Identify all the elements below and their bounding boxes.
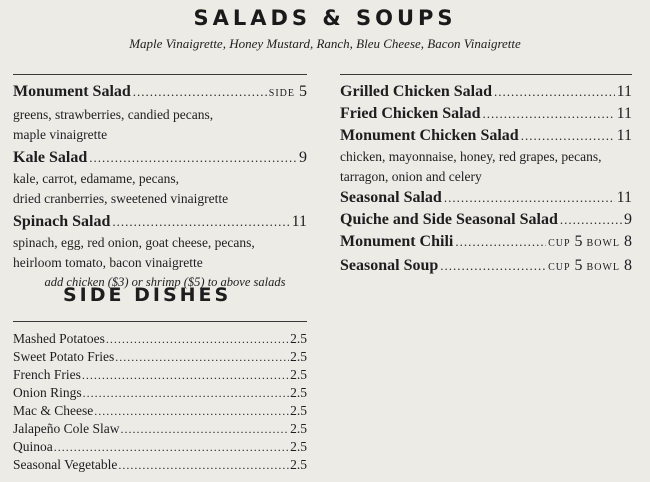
dot-leader — [440, 255, 546, 277]
dot-leader — [133, 81, 267, 103]
item-price: 11 — [291, 213, 307, 230]
side-item — [13, 402, 307, 420]
item-name: Onion Rings — [13, 385, 82, 400]
item-name: Jalapeño Cole Slaw — [13, 421, 120, 436]
menu-item-monument-chili — [340, 231, 632, 255]
item-description: maple vinaigrette — [13, 127, 108, 142]
item-name: Monument Chicken Salad — [340, 127, 519, 144]
item-description: dried cranberries, sweetened vinaigrette — [13, 191, 229, 206]
salads-right-column — [340, 81, 632, 279]
portion-label: CUP — [548, 262, 571, 273]
item-price: 2.5 — [290, 403, 307, 418]
item-name: Seasonal Soup — [340, 257, 439, 274]
dot-leader — [106, 330, 289, 348]
item-price: 11 — [616, 105, 632, 122]
dot-leader — [455, 231, 546, 253]
dot-leader — [118, 456, 289, 474]
item-price: 2.5 — [290, 457, 307, 472]
portion-label: BOWL — [586, 238, 620, 249]
dot-leader — [115, 348, 289, 366]
menu-item-monument-chicken-salad — [340, 125, 632, 187]
dot-leader — [112, 211, 289, 233]
section-title-salads-soups: SALADS & SOUPS — [193, 6, 457, 30]
item-price: 2.5 — [290, 421, 307, 436]
dot-leader — [560, 209, 622, 231]
menu-item-monument-salad — [13, 81, 307, 145]
item-name: Monument Chili — [340, 233, 454, 250]
menu-item-spinach-salad — [13, 211, 307, 273]
salads-left-column — [13, 81, 307, 291]
side-dishes-list — [13, 330, 307, 474]
item-name: Grilled Chicken Salad — [340, 83, 493, 100]
item-price: 8 — [624, 233, 632, 250]
item-name: Quiche and Side Seasonal Salad — [340, 211, 558, 228]
item-name: French Fries — [13, 367, 81, 382]
addon-note: add chicken ($3) or shrimp ($5) to above salads — [44, 275, 286, 289]
dot-leader — [83, 384, 289, 402]
item-name: Mashed Potatoes — [13, 331, 105, 346]
item-name: Fried Chicken Salad — [340, 105, 481, 122]
item-description: tarragon, onion and celery — [340, 169, 482, 184]
item-name: Spinach Salad — [13, 213, 111, 230]
side-item — [13, 366, 307, 384]
item-price: 2.5 — [290, 385, 307, 400]
menu-item-quiche-and-side-salad — [340, 209, 632, 231]
item-price: 8 — [624, 257, 632, 274]
item-price: 11 — [616, 127, 632, 144]
item-price: 2.5 — [290, 439, 307, 454]
dot-leader — [120, 420, 289, 438]
item-price: 9 — [624, 211, 632, 228]
item-name: Quinoa — [13, 439, 53, 454]
menu-item-fried-chicken-salad — [340, 103, 632, 125]
item-name: Kale Salad — [13, 149, 88, 166]
side-item — [13, 348, 307, 366]
item-price: 11 — [616, 189, 632, 206]
item-price: 5 — [299, 83, 307, 100]
item-price: 2.5 — [290, 367, 307, 382]
dot-leader — [82, 366, 289, 384]
item-description: chicken, mayonnaise, honey, red grapes, pecans, — [340, 149, 602, 164]
item-name: Seasonal Salad — [340, 189, 442, 206]
dot-leader — [482, 103, 614, 125]
side-item — [13, 438, 307, 456]
menu-item-seasonal-salad — [340, 187, 632, 209]
menu-item-kale-salad — [13, 147, 307, 209]
portion-label: BOWL — [586, 262, 620, 273]
item-price: 2.5 — [290, 331, 307, 346]
divider-right — [340, 74, 632, 75]
item-description: greens, strawberries, candied pecans, — [13, 107, 214, 122]
item-name: Mac & Cheese — [13, 403, 94, 418]
dot-leader — [54, 438, 289, 456]
item-name: Sweet Potato Fries — [13, 349, 115, 364]
divider-left — [13, 74, 307, 75]
item-description: spinach, egg, red onion, goat cheese, pecans, — [13, 235, 255, 250]
item-description: heirloom tomato, bacon vinaigrette — [13, 255, 203, 270]
item-description: kale, carrot, edamame, pecans, — [13, 171, 180, 186]
dot-leader — [494, 81, 615, 103]
portion-label: CUP — [548, 238, 571, 249]
dot-leader — [521, 125, 615, 147]
side-item — [13, 384, 307, 402]
divider-sides — [13, 321, 307, 322]
dot-leader — [89, 147, 297, 169]
section-title-side-dishes: SIDE DISHES — [63, 284, 232, 306]
side-item — [13, 456, 307, 474]
side-item — [13, 420, 307, 438]
portion-label: SIDE — [268, 88, 295, 99]
item-price: 2.5 — [290, 349, 307, 364]
menu-item-grilled-chicken-salad — [340, 81, 632, 103]
item-name: Seasonal Vegetable — [13, 457, 118, 472]
dot-leader — [444, 187, 615, 209]
item-price: 5 — [574, 233, 583, 250]
item-price: 5 — [574, 257, 583, 274]
item-name: Monument Salad — [13, 83, 131, 100]
menu-item-seasonal-soup — [340, 255, 632, 279]
item-price: 9 — [299, 149, 307, 166]
dot-leader — [94, 402, 289, 420]
side-item — [13, 330, 307, 348]
item-price: 11 — [616, 83, 632, 100]
dressings-list: Maple Vinaigrette, Honey Mustard, Ranch, Bleu Cheese, Bacon Vinaigrette — [129, 36, 521, 51]
